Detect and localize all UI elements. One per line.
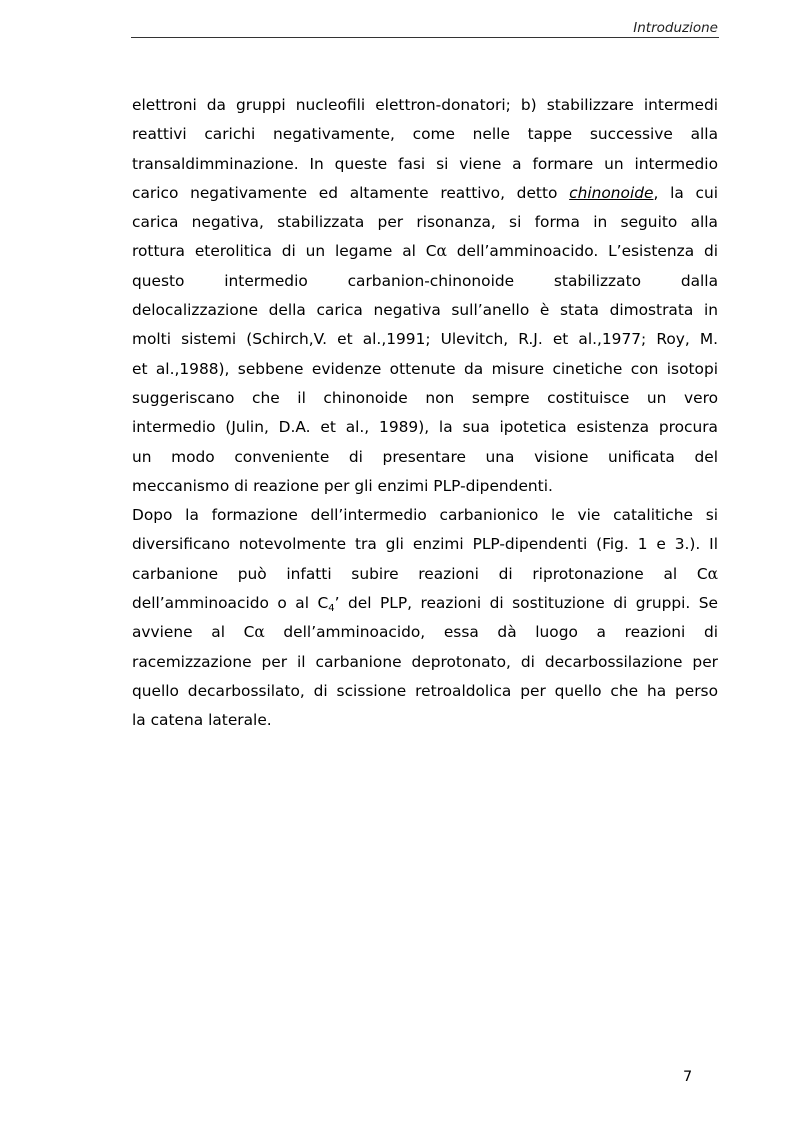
text-line xyxy=(132,355,718,384)
text-line xyxy=(132,91,718,120)
text-segment: et al.,1988), sebbene evidenze ottenute da misure cinetiche con isotopi xyxy=(132,359,718,378)
text-segment: diversificano notevolmente tra gli enzimi PLP-dipendenti (Fig. 1 e 3.). Il xyxy=(132,535,718,554)
text-line xyxy=(132,472,718,501)
text-segment: transaldimminazione. In queste fasi si viene a formare un intermedio xyxy=(132,154,718,173)
text-line xyxy=(132,237,718,266)
text-segment: meccanismo di reazione per gli enzimi PLP-dipendenti. xyxy=(132,476,553,495)
text-segment: ’ del PLP, reazioni di sostituzione di gruppi. Se xyxy=(334,594,718,613)
running-header-title: Introduzione xyxy=(633,20,718,36)
subscript: 4 xyxy=(328,603,335,615)
text-segment: delocalizzazione della carica negativa sull’anello è stata dimostrata in xyxy=(132,301,718,320)
text-line xyxy=(132,706,718,735)
text-line xyxy=(132,296,718,325)
text-line xyxy=(132,267,718,296)
text-line xyxy=(132,677,718,706)
text-segment: carica negativa, stabilizzata per risonanza, si forma in seguito alla xyxy=(132,213,718,232)
text-segment: un modo conveniente di presentare una visione unificata del xyxy=(132,447,718,466)
text-segment: dell’amminoacido. L’esistenza di xyxy=(446,242,718,261)
text-line xyxy=(132,325,718,354)
text-line xyxy=(132,443,718,472)
text-segment: elettroni da gruppi nucleofili elettron-donatori; b) stabilizzare intermedi xyxy=(132,96,718,114)
text-line xyxy=(132,530,718,559)
text-segment: Dopo la formazione dell’intermedio carbanionico le vie catalitiche si xyxy=(132,506,718,525)
text-segment: rottura eterolitica di un legame al C xyxy=(132,242,437,261)
text-segment: molti sistemi (Schirch,V. et al.,1991; Ulevitch, R.J. et al.,1977; Roy, M. xyxy=(132,330,718,349)
text-segment: reattivi carichi negativamente, come nelle tappe successive alla xyxy=(132,125,718,144)
text-line xyxy=(132,648,718,677)
text-line xyxy=(132,501,718,530)
text-segment: quello decarbossilato, di scissione retroaldolica per quello che ha perso xyxy=(132,681,718,700)
text-segment: carico negativamente ed altamente reattivo, detto xyxy=(132,183,570,202)
text-segment: dell’amminoacido, essa dà luogo a reazioni di xyxy=(264,623,718,642)
greek-alpha-symbol: α xyxy=(436,242,447,261)
text-segment: suggeriscano che il chinonoide non sempre costituisce un vero xyxy=(132,388,718,407)
text-segment: carbanione può infatti subire reazioni di riprotonazione al C xyxy=(132,564,708,583)
greek-alpha-symbol: α xyxy=(254,623,265,642)
text-segment: , la cui xyxy=(653,183,718,202)
text-segment: avviene al C xyxy=(132,623,255,642)
text-line xyxy=(132,208,718,237)
text-line xyxy=(132,413,718,442)
page-number: 7 xyxy=(683,1069,693,1085)
text-line xyxy=(132,618,718,647)
header-divider xyxy=(131,37,719,38)
text-line xyxy=(132,150,718,179)
text-segment: intermedio (Julin, D.A. et al., 1989), la sua ipotetica esistenza procura xyxy=(132,418,718,437)
text-line xyxy=(132,179,718,208)
text-segment: la catena laterale. xyxy=(132,711,272,730)
greek-alpha-symbol: α xyxy=(707,564,718,583)
text-line xyxy=(132,560,718,589)
text-line xyxy=(132,384,718,413)
text-line xyxy=(132,589,718,618)
body-text xyxy=(132,91,718,736)
text-segment: dell’amminoacido o al C xyxy=(132,594,329,613)
emphasized-term: chinonoide xyxy=(569,183,654,202)
text-segment: questo intermedio carbanion-chinonoide stabilizzato dalla xyxy=(132,271,718,290)
text-line xyxy=(132,120,718,149)
text-segment: racemizzazione per il carbanione deprotonato, di decarbossilazione per xyxy=(132,652,718,671)
